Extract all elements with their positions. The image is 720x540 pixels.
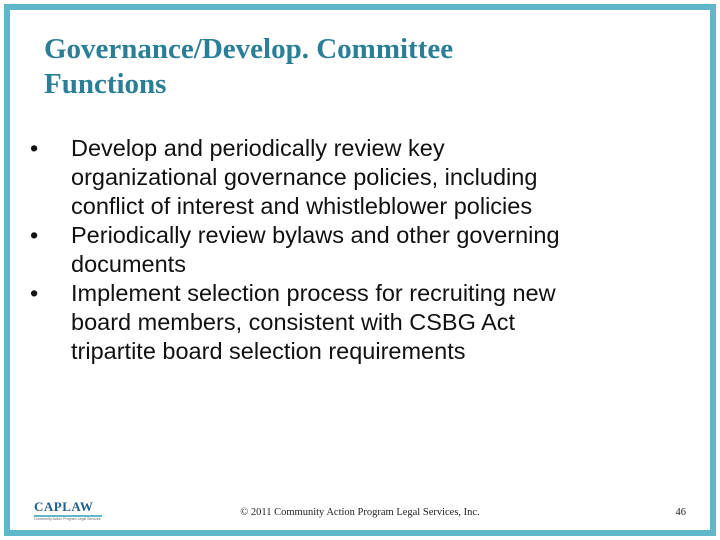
bullet-text-line: Develop and periodically review key [71,135,445,161]
slide-title-line: Functions [44,68,167,100]
logo-wordmark: CAPLAW [34,499,94,514]
bullet-item [30,221,680,279]
bullet-text-line: Implement selection process for recruiting new [71,280,556,306]
slide-title [44,32,664,102]
bullet-list [30,134,680,366]
bullet-marker: • [30,222,39,248]
bullet-text-line: tripartite board selection requirements [71,338,466,364]
bullet-item [30,279,680,366]
bullet-text-line: conflict of interest and whistleblower policies [71,193,533,219]
logo-tagline: Community Action Program Legal Services [34,517,101,521]
bullet-marker: • [30,135,39,161]
bullet-text-line: board members, consistent with CSBG Act [71,309,516,335]
slide-title-line: Governance/Develop. Committee [44,33,454,65]
bullet-text-line: documents [71,251,186,277]
footer-copyright: © 2011 Community Action Program Legal Services, Inc. [240,507,480,518]
bullet-text-line: Periodically review bylaws and other governing [71,222,560,248]
page-number: 46 [675,507,686,518]
bullet-marker: • [30,280,39,306]
bullet-item [30,134,680,221]
bullet-text-line: organizational governance policies, including [71,164,538,190]
